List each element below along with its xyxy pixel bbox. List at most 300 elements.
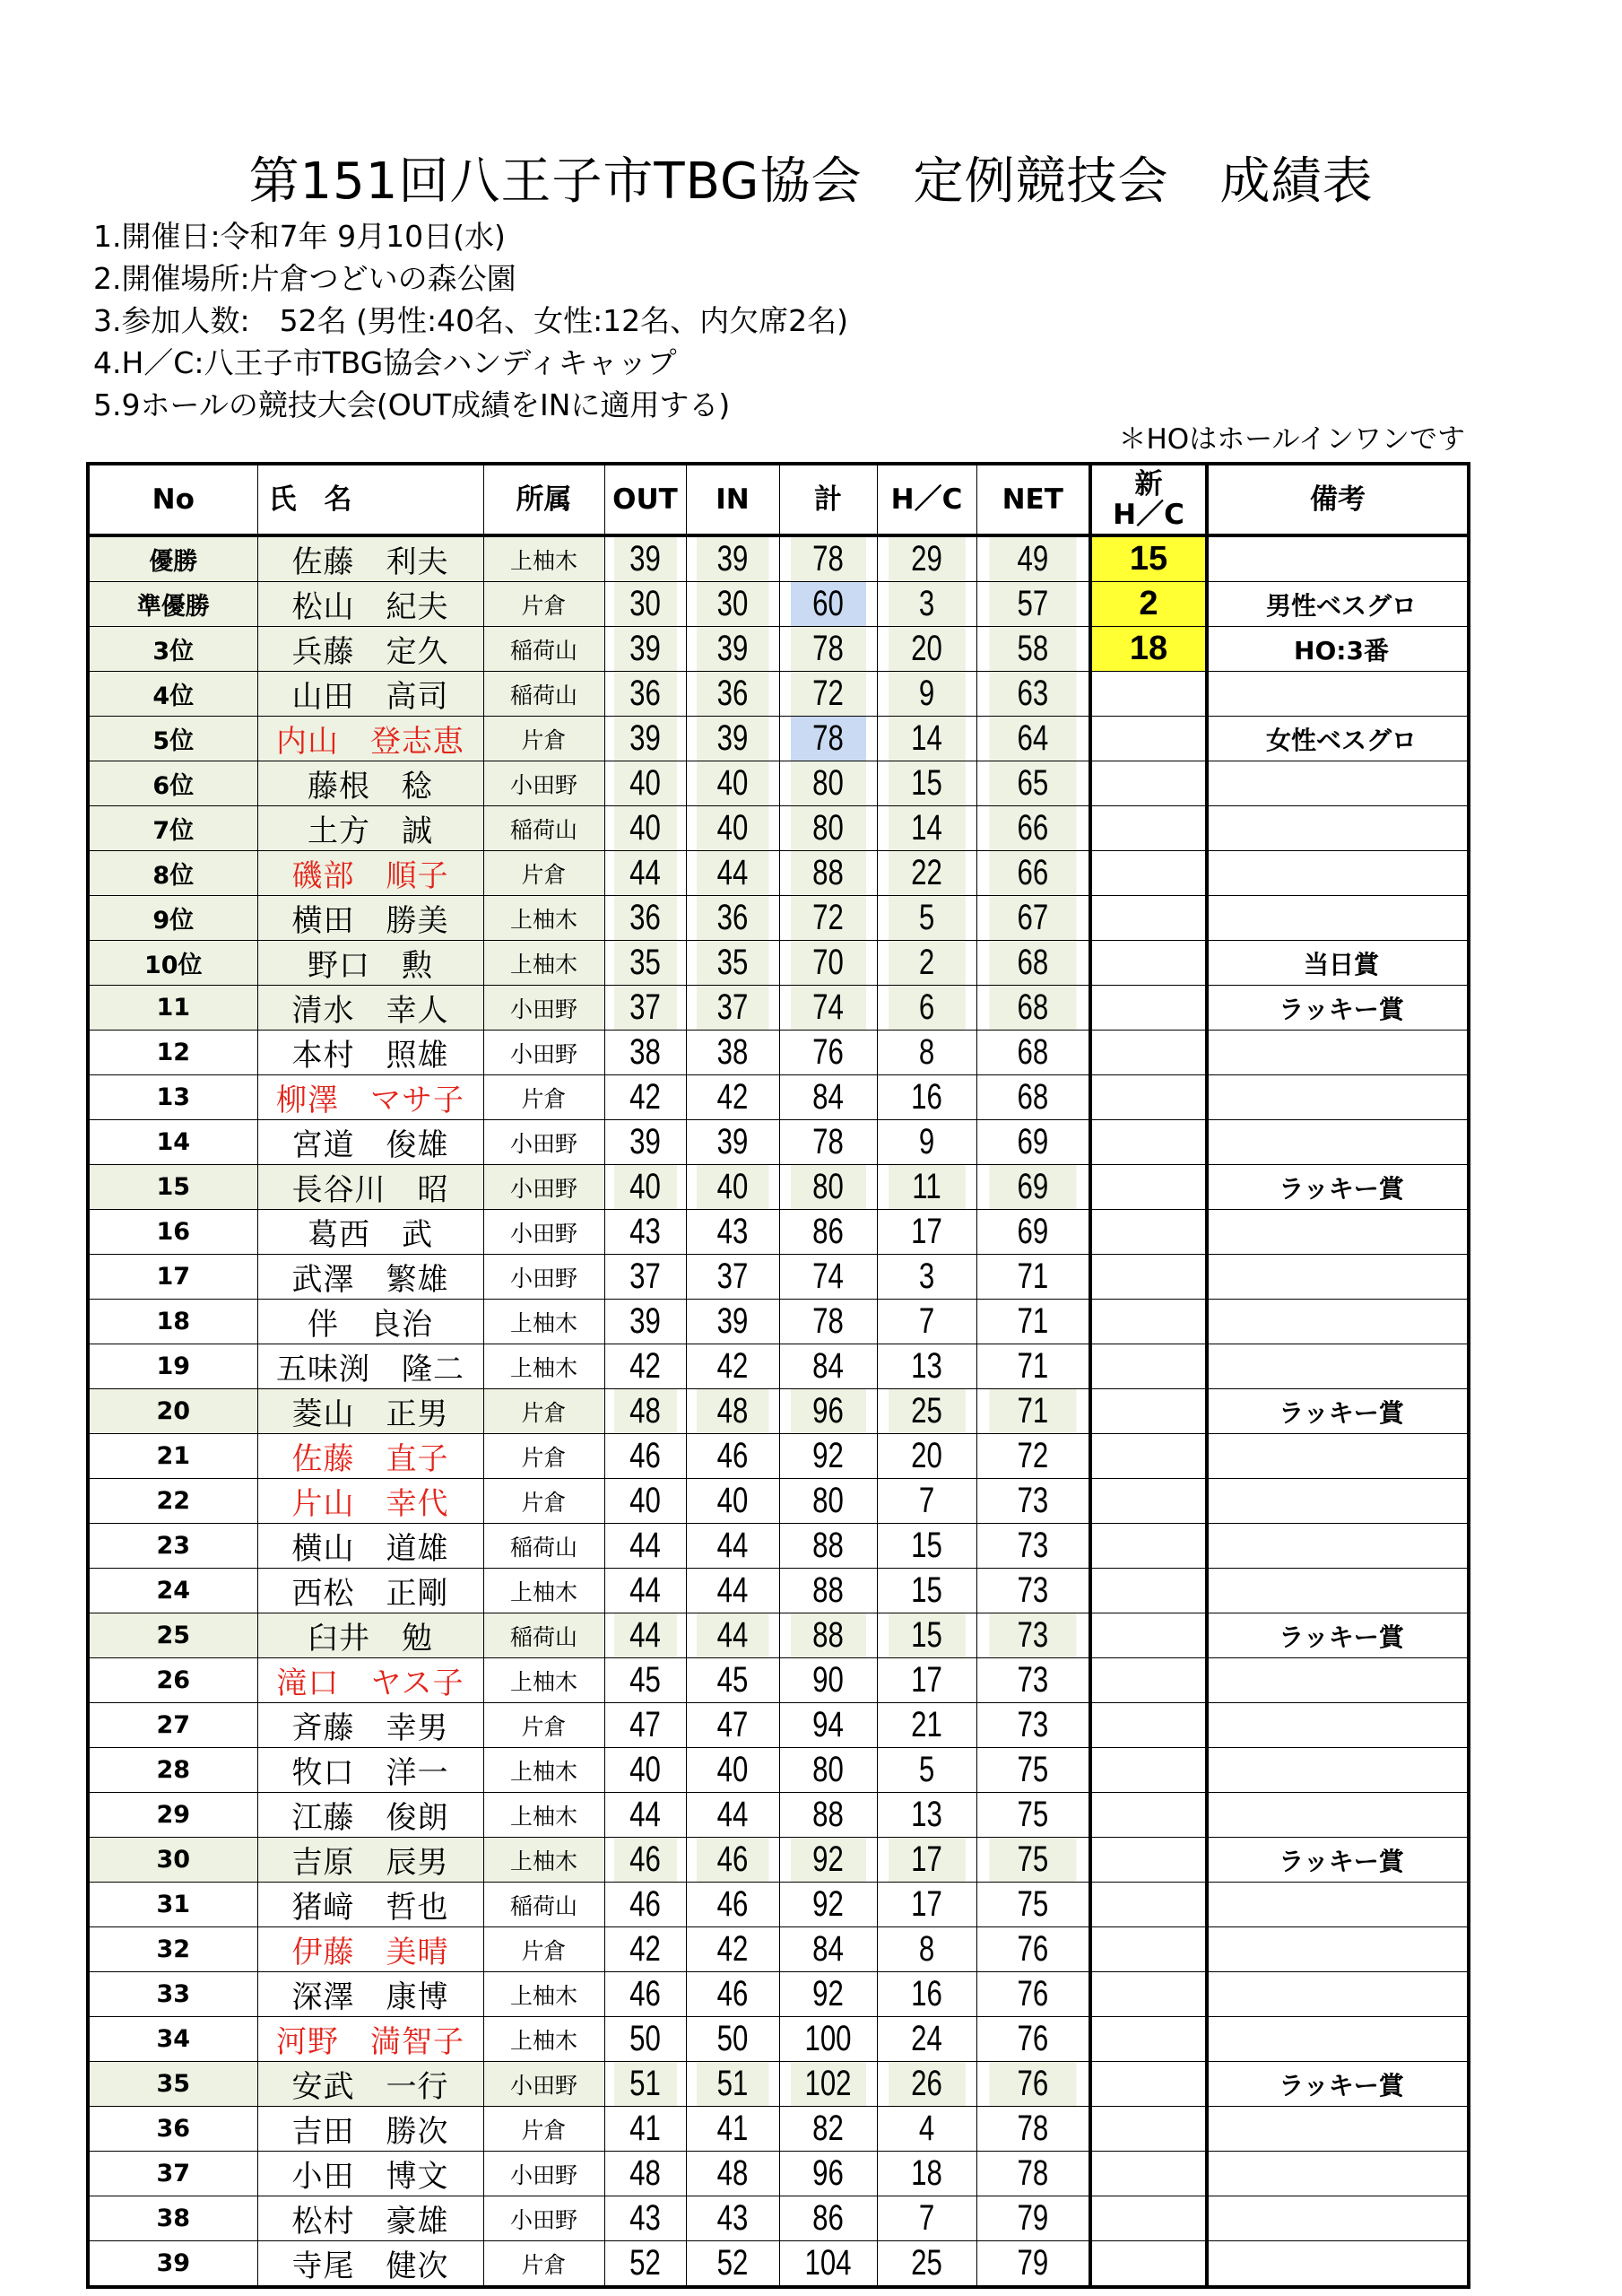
- in-score: 48: [696, 2152, 768, 2196]
- total-score: 88: [790, 1793, 866, 1838]
- remark-cell: [1207, 1703, 1469, 1748]
- table-row: [88, 1255, 1469, 1300]
- table-row: [88, 851, 1469, 896]
- table-row: [88, 941, 1469, 986]
- handicap-cell: 14: [888, 806, 966, 851]
- player-name: 武澤 繁雄: [257, 1255, 483, 1300]
- in-score: 40: [696, 761, 768, 806]
- in-score: 41: [696, 2107, 768, 2152]
- remark-cell: ラッキー賞: [1207, 1613, 1469, 1658]
- rank-cell: 7位: [88, 806, 257, 851]
- net-score: 73: [989, 1613, 1078, 1658]
- affiliation-cell: 稲荷山: [483, 627, 604, 672]
- handicap-cell: 7: [888, 1300, 966, 1344]
- in-score: 38: [696, 1031, 768, 1075]
- net-score: 65: [989, 761, 1078, 806]
- handicap-note: 4.H／C:八王子市TBG協会ハンディキャップ: [93, 345, 677, 380]
- in-score: 39: [696, 717, 768, 761]
- handicap-cell: 29: [888, 535, 966, 582]
- affiliation-cell: 上柚木: [483, 896, 604, 941]
- net-score: 73: [989, 1569, 1078, 1613]
- affiliation-cell: 小田野: [483, 1255, 604, 1300]
- table-row: [88, 627, 1469, 672]
- out-score: 45: [613, 1658, 677, 1703]
- handicap-cell: 20: [888, 627, 966, 672]
- player-name: 柳澤 マサ子: [257, 1075, 483, 1120]
- net-score: 78: [989, 2152, 1078, 2196]
- remark-cell: ラッキー賞: [1207, 986, 1469, 1031]
- rank-cell: 32: [88, 1927, 257, 1972]
- affiliation-cell: 小田野: [483, 1210, 604, 1255]
- remark-cell: [1207, 1524, 1469, 1569]
- net-score: 76: [989, 2062, 1078, 2107]
- rank-cell: 14: [88, 1120, 257, 1165]
- remark-cell: [1207, 1300, 1469, 1344]
- in-score: 37: [696, 986, 768, 1031]
- player-name: 横山 道雄: [257, 1524, 483, 1569]
- total-score: 80: [790, 1165, 866, 1210]
- total-score: 88: [790, 851, 866, 896]
- in-score: 44: [696, 1569, 768, 1613]
- affiliation-cell: 小田野: [483, 1031, 604, 1075]
- affiliation-cell: 小田野: [483, 986, 604, 1031]
- total-score: 82: [790, 2107, 866, 2152]
- table-row: [88, 1569, 1469, 1613]
- header-in: IN: [686, 464, 779, 535]
- total-score: 84: [790, 1927, 866, 1972]
- out-score: 39: [613, 1120, 677, 1165]
- in-score: 43: [696, 1210, 768, 1255]
- affiliation-cell: 片倉: [483, 1075, 604, 1120]
- remark-cell: [1207, 535, 1469, 582]
- out-score: 39: [613, 1300, 677, 1344]
- net-score: 75: [989, 1838, 1078, 1883]
- table-header-row: [88, 464, 1469, 535]
- affiliation-cell: 片倉: [483, 1927, 604, 1972]
- table-row: [88, 1210, 1469, 1255]
- in-score: 52: [696, 2241, 768, 2288]
- rank-cell: 13: [88, 1075, 257, 1120]
- handicap-cell: 24: [888, 2017, 966, 2062]
- in-score: 48: [696, 1389, 768, 1434]
- total-score: 78: [790, 1120, 866, 1165]
- new-handicap-cell: [1090, 1389, 1207, 1434]
- handicap-cell: 21: [888, 1703, 966, 1748]
- remark-cell: [1207, 1255, 1469, 1300]
- in-score: 39: [696, 535, 768, 582]
- rank-cell: 12: [88, 1031, 257, 1075]
- in-score: 43: [696, 2196, 768, 2241]
- new-handicap-cell: [1090, 1479, 1207, 1524]
- total-score: 100: [790, 2017, 866, 2062]
- rank-cell: 17: [88, 1255, 257, 1300]
- handicap-cell: 17: [888, 1210, 966, 1255]
- header-out: OUT: [604, 464, 686, 535]
- new-handicap-cell: [1090, 672, 1207, 717]
- header-new-hc: [1090, 464, 1207, 535]
- in-score: 37: [696, 1255, 768, 1300]
- rank-cell: 25: [88, 1613, 257, 1658]
- header-no: No: [88, 464, 257, 535]
- remark-cell: ラッキー賞: [1207, 1165, 1469, 1210]
- header-net: NET: [976, 464, 1090, 535]
- table-row: [88, 2152, 1469, 2196]
- out-score: 39: [613, 717, 677, 761]
- remark-cell: HO:3番: [1207, 627, 1469, 672]
- handicap-cell: 9: [888, 672, 966, 717]
- total-score: 78: [790, 535, 866, 582]
- table-row: [88, 1658, 1469, 1703]
- player-name: 山田 高司: [257, 672, 483, 717]
- competition-format: 5.9ホールの競技大会(OUT成績をINに適用する): [93, 387, 731, 422]
- affiliation-cell: 片倉: [483, 717, 604, 761]
- event-venue: 2.開催場所:片倉つどいの森公園: [93, 261, 516, 296]
- remark-cell: [1207, 851, 1469, 896]
- remark-cell: [1207, 1883, 1469, 1927]
- remark-cell: [1207, 896, 1469, 941]
- total-score: 102: [790, 2062, 866, 2107]
- table-row: [88, 1434, 1469, 1479]
- handicap-cell: 26: [888, 2062, 966, 2107]
- net-score: 68: [989, 941, 1078, 986]
- table-row: [88, 2107, 1469, 2152]
- affiliation-cell: 片倉: [483, 2241, 604, 2288]
- affiliation-cell: 上柚木: [483, 1972, 604, 2017]
- rank-cell: 28: [88, 1748, 257, 1793]
- in-score: 46: [696, 1883, 768, 1927]
- table-row: [88, 535, 1469, 582]
- handicap-cell: 14: [888, 717, 966, 761]
- affiliation-cell: 片倉: [483, 1703, 604, 1748]
- out-score: 44: [613, 1524, 677, 1569]
- total-score: 74: [790, 986, 866, 1031]
- out-score: 30: [613, 582, 677, 627]
- table-row: [88, 1793, 1469, 1838]
- event-info-list: [93, 215, 848, 426]
- player-name: 小田 博文: [257, 2152, 483, 2196]
- new-handicap-cell: [1090, 1434, 1207, 1479]
- total-score: 80: [790, 806, 866, 851]
- rank-cell: 11: [88, 986, 257, 1031]
- out-score: 46: [613, 1883, 677, 1927]
- in-score: 39: [696, 627, 768, 672]
- header-total: 計: [779, 464, 877, 535]
- in-score: 44: [696, 851, 768, 896]
- handicap-cell: 8: [888, 1927, 966, 1972]
- out-score: 47: [613, 1703, 677, 1748]
- in-score: 51: [696, 2062, 768, 2107]
- new-handicap-cell: [1090, 1165, 1207, 1210]
- table-row: [88, 1165, 1469, 1210]
- affiliation-cell: 小田野: [483, 1120, 604, 1165]
- new-handicap-cell: 15: [1090, 535, 1207, 582]
- remark-cell: ラッキー賞: [1207, 1389, 1469, 1434]
- in-score: 40: [696, 1479, 768, 1524]
- remark-cell: [1207, 2196, 1469, 2241]
- player-name: 葛西 武: [257, 1210, 483, 1255]
- in-score: 35: [696, 941, 768, 986]
- header-new-hc-top: 新: [1134, 468, 1163, 500]
- remark-cell: [1207, 1120, 1469, 1165]
- remark-cell: [1207, 1210, 1469, 1255]
- net-score: 73: [989, 1658, 1078, 1703]
- new-handicap-cell: [1090, 1075, 1207, 1120]
- net-score: 75: [989, 1793, 1078, 1838]
- player-name: 寺尾 健次: [257, 2241, 483, 2288]
- total-score: 72: [790, 896, 866, 941]
- player-name: 本村 照雄: [257, 1031, 483, 1075]
- header-remarks: 備考: [1207, 464, 1469, 535]
- net-score: 72: [989, 1434, 1078, 1479]
- player-name: 安武 一行: [257, 2062, 483, 2107]
- total-score: 70: [790, 941, 866, 986]
- in-score: 44: [696, 1613, 768, 1658]
- table-row: [88, 1031, 1469, 1075]
- new-handicap-cell: [1090, 896, 1207, 941]
- remark-cell: [1207, 1793, 1469, 1838]
- in-score: 44: [696, 1524, 768, 1569]
- rank-cell: 29: [88, 1793, 257, 1838]
- player-name: 内山 登志恵: [257, 717, 483, 761]
- affiliation-cell: 上柚木: [483, 1300, 604, 1344]
- rank-cell: 6位: [88, 761, 257, 806]
- total-score: 76: [790, 1031, 866, 1075]
- net-score: 73: [989, 1524, 1078, 1569]
- affiliation-cell: 小田野: [483, 2062, 604, 2107]
- player-name: 吉田 勝次: [257, 2107, 483, 2152]
- remark-cell: [1207, 806, 1469, 851]
- header-hc: H／C: [877, 464, 976, 535]
- affiliation-cell: 小田野: [483, 2152, 604, 2196]
- handicap-cell: 5: [888, 896, 966, 941]
- total-score: 60: [790, 582, 866, 627]
- in-score: 36: [696, 672, 768, 717]
- in-score: 39: [696, 1120, 768, 1165]
- player-name: 吉原 辰男: [257, 1838, 483, 1883]
- in-score: 44: [696, 1793, 768, 1838]
- net-score: 71: [989, 1344, 1078, 1389]
- out-score: 40: [613, 1165, 677, 1210]
- player-name: 長谷川 昭: [257, 1165, 483, 1210]
- table-row: [88, 2017, 1469, 2062]
- rank-cell: 22: [88, 1479, 257, 1524]
- net-score: 79: [989, 2196, 1078, 2241]
- net-score: 58: [989, 627, 1078, 672]
- table-row: [88, 1972, 1469, 2017]
- net-score: 68: [989, 1031, 1078, 1075]
- net-score: 76: [989, 1927, 1078, 1972]
- player-name: 猪﨑 哲也: [257, 1883, 483, 1927]
- table-row: [88, 1524, 1469, 1569]
- out-score: 46: [613, 1434, 677, 1479]
- player-name: 深澤 康博: [257, 1972, 483, 2017]
- out-score: 44: [613, 851, 677, 896]
- new-handicap-cell: [1090, 2241, 1207, 2288]
- remark-cell: [1207, 1927, 1469, 1972]
- handicap-cell: 17: [888, 1838, 966, 1883]
- net-score: 68: [989, 1075, 1078, 1120]
- total-score: 74: [790, 1255, 866, 1300]
- table-row: [88, 1479, 1469, 1524]
- rank-cell: 35: [88, 2062, 257, 2107]
- remark-cell: [1207, 1972, 1469, 2017]
- handicap-cell: 11: [888, 1165, 966, 1210]
- table-row: [88, 2241, 1469, 2288]
- new-handicap-cell: [1090, 761, 1207, 806]
- out-score: 40: [613, 1479, 677, 1524]
- new-handicap-cell: [1090, 2196, 1207, 2241]
- remark-cell: [1207, 1658, 1469, 1703]
- remark-cell: [1207, 2017, 1469, 2062]
- in-score: 39: [696, 1300, 768, 1344]
- handicap-cell: 18: [888, 2152, 966, 2196]
- out-score: 48: [613, 1389, 677, 1434]
- new-handicap-cell: [1090, 1658, 1207, 1703]
- player-name: 滝口 ヤス子: [257, 1658, 483, 1703]
- player-name: 伊藤 美晴: [257, 1927, 483, 1972]
- handicap-cell: 13: [888, 1344, 966, 1389]
- table-row: [88, 806, 1469, 851]
- in-score: 42: [696, 1344, 768, 1389]
- handicap-cell: 16: [888, 1075, 966, 1120]
- table-row: [88, 2196, 1469, 2241]
- affiliation-cell: 小田野: [483, 2196, 604, 2241]
- player-name: 五味渕 隆二: [257, 1344, 483, 1389]
- player-name: 野口 勲: [257, 941, 483, 986]
- new-handicap-cell: [1090, 1300, 1207, 1344]
- handicap-cell: 3: [888, 1255, 966, 1300]
- net-score: 76: [989, 1972, 1078, 2017]
- affiliation-cell: 稲荷山: [483, 806, 604, 851]
- in-score: 42: [696, 1927, 768, 1972]
- remark-cell: 男性ベスグロ: [1207, 582, 1469, 627]
- remark-cell: [1207, 1344, 1469, 1389]
- table-row: [88, 1883, 1469, 1927]
- remark-cell: [1207, 2241, 1469, 2288]
- total-score: 92: [790, 1883, 866, 1927]
- handicap-cell: 22: [888, 851, 966, 896]
- net-score: 73: [989, 1479, 1078, 1524]
- net-score: 69: [989, 1120, 1078, 1165]
- table-row: [88, 1703, 1469, 1748]
- total-score: 84: [790, 1344, 866, 1389]
- remark-cell: [1207, 2152, 1469, 2196]
- remark-cell: ラッキー賞: [1207, 1838, 1469, 1883]
- net-score: 69: [989, 1210, 1078, 1255]
- remark-cell: [1207, 1075, 1469, 1120]
- new-handicap-cell: [1090, 1793, 1207, 1838]
- total-score: 88: [790, 1569, 866, 1613]
- table-row: [88, 1927, 1469, 1972]
- total-score: 88: [790, 1613, 866, 1658]
- rank-cell: 16: [88, 1210, 257, 1255]
- player-name: 佐藤 利夫: [257, 535, 483, 582]
- net-score: 49: [989, 535, 1078, 582]
- new-handicap-cell: [1090, 2017, 1207, 2062]
- affiliation-cell: 片倉: [483, 582, 604, 627]
- table-row: [88, 1389, 1469, 1434]
- page-title: 第151回八王子市TBG協会 定例競技会 成績表: [248, 152, 1374, 211]
- rank-cell: 33: [88, 1972, 257, 2017]
- net-score: 71: [989, 1389, 1078, 1434]
- header-name: 氏 名: [257, 464, 483, 535]
- player-name: 江藤 俊朗: [257, 1793, 483, 1838]
- rank-cell: 15: [88, 1165, 257, 1210]
- rank-cell: 21: [88, 1434, 257, 1479]
- new-handicap-cell: [1090, 986, 1207, 1031]
- net-score: 71: [989, 1255, 1078, 1300]
- new-handicap-cell: [1090, 2062, 1207, 2107]
- player-name: 片山 幸代: [257, 1479, 483, 1524]
- rank-cell: 優勝: [88, 535, 257, 582]
- new-handicap-cell: [1090, 1883, 1207, 1927]
- event-date: 1.開催日:令和7年 9月10日(水): [93, 219, 506, 254]
- total-score: 104: [790, 2241, 866, 2288]
- total-score: 92: [790, 1972, 866, 2017]
- rank-cell: 5位: [88, 717, 257, 761]
- remark-cell: 女性ベスグロ: [1207, 717, 1469, 761]
- in-score: 36: [696, 896, 768, 941]
- rank-cell: 23: [88, 1524, 257, 1569]
- rank-cell: 38: [88, 2196, 257, 2241]
- total-score: 78: [790, 1300, 866, 1344]
- net-score: 75: [989, 1883, 1078, 1927]
- player-name: 磯部 順子: [257, 851, 483, 896]
- table-row: [88, 896, 1469, 941]
- net-score: 71: [989, 1300, 1078, 1344]
- net-score: 67: [989, 896, 1078, 941]
- player-name: 松村 豪雄: [257, 2196, 483, 2241]
- remark-cell: [1207, 1748, 1469, 1793]
- table-row: [88, 1613, 1469, 1658]
- out-score: 44: [613, 1793, 677, 1838]
- handicap-cell: 3: [888, 582, 966, 627]
- total-score: 88: [790, 1524, 866, 1569]
- header-affiliation: 所属: [483, 464, 604, 535]
- out-score: 40: [613, 806, 677, 851]
- total-score: 92: [790, 1434, 866, 1479]
- out-score: 42: [613, 1344, 677, 1389]
- handicap-cell: 7: [888, 1479, 966, 1524]
- net-score: 73: [989, 1703, 1078, 1748]
- handicap-cell: 9: [888, 1120, 966, 1165]
- rank-cell: 24: [88, 1569, 257, 1613]
- new-handicap-cell: [1090, 2107, 1207, 2152]
- handicap-cell: 5: [888, 1748, 966, 1793]
- handicap-cell: 15: [888, 1613, 966, 1658]
- total-score: 78: [790, 627, 866, 672]
- player-name: 河野 満智子: [257, 2017, 483, 2062]
- handicap-cell: 4: [888, 2107, 966, 2152]
- remark-cell: [1207, 1479, 1469, 1524]
- affiliation-cell: 上柚木: [483, 1344, 604, 1389]
- player-name: 藤根 稔: [257, 761, 483, 806]
- new-handicap-cell: [1090, 1927, 1207, 1972]
- total-score: 86: [790, 1210, 866, 1255]
- rank-cell: 26: [88, 1658, 257, 1703]
- new-handicap-cell: [1090, 1210, 1207, 1255]
- handicap-cell: 17: [888, 1658, 966, 1703]
- total-score: 94: [790, 1703, 866, 1748]
- out-score: 46: [613, 1972, 677, 2017]
- player-name: 松山 紀夫: [257, 582, 483, 627]
- handicap-cell: 13: [888, 1793, 966, 1838]
- out-score: 40: [613, 761, 677, 806]
- affiliation-cell: 片倉: [483, 1434, 604, 1479]
- net-score: 68: [989, 986, 1078, 1031]
- handicap-cell: 8: [888, 1031, 966, 1075]
- table-row: [88, 582, 1469, 627]
